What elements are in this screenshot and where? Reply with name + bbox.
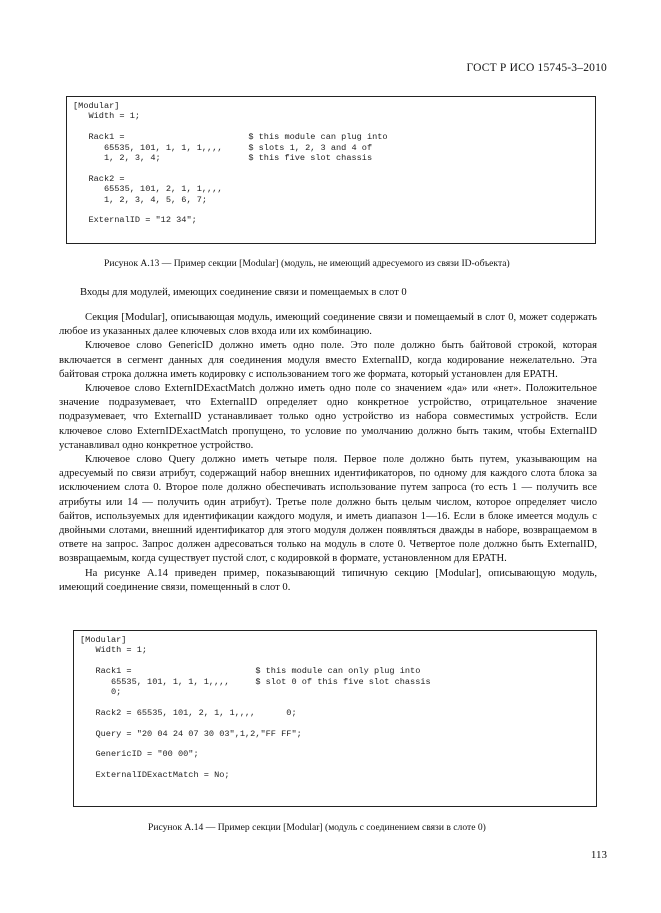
paragraph-5: На рисунке А.14 приведен пример, показывающий типичную секцию [Modular], описывающую модуль, имеющий соединение связи, помещенный в слот 0. <box>59 567 597 593</box>
page-number: 113 <box>590 849 607 861</box>
body-text <box>59 311 597 595</box>
document-header: ГОСТ Р ИСО 15745-3–2010 <box>466 62 607 74</box>
code-text-a13: [Modular] Width = 1; Rack1 = $ this module can plug into 65535, 101, 1, 1, 1,,,, $ slots 1, 2, 3 and 4 of 1, 2, 3, 4; $ this five slot chassis Rack2 = 65535, 101, 2, 1, 1,,,, 1, 2, 3, 4, 5, 6, 7; ExternalID = "12 34"; <box>73 101 388 226</box>
paragraph-2: Ключевое слово GenericID должно иметь одно поле. Это поле должно быть байтовой строкой, которая включается в сегмент данных для соединения модуля вместо ExternalID, когда кодирование нежелательно. Эта байтовая строка должна иметь кодировку с использованием того же формата, который установлен для EPATH. <box>59 340 597 380</box>
figure-caption-a13: Рисунок А.13 — Пример секции [Modular] (модуль, не имеющий адресуемого из связи ID-объекта) <box>104 258 510 269</box>
paragraph-3: Ключевое слово ExternIDExactMatch должно иметь одно поле со значением «да» или «нет». Положительное значение подразумевает, что ExternalID определяет одно конкретное устройство, отрицательное значение подразумевает, что ExternalID устанавливает только одно устройство из набора совместимых устройств. Если ключевое слово ExternIDExactMatch пропущено, то условие по умолчанию должно быть таким, чтобы ExternalID устанавливал одно конкретное устройство. <box>59 383 597 451</box>
code-listing-a14 <box>73 630 597 807</box>
paragraph-1: Секция [Modular], описывающая модуль, имеющий соединение связи и помещаемый в слот 0, может содержать любое из указанных далее ключевых слов входа или их комбинацию. <box>59 312 597 338</box>
figure-caption-a14: Рисунок А.14 — Пример секции [Modular] (модуль с соединением связи в слоте 0) <box>148 822 486 833</box>
paragraph-4: Ключевое слово Query должно иметь четыре поля. Первое поле должно быть путем, указывающим на адресуемый по связи атрибут, содержащий набор внешних идентификаторов, по одному для каждого слота блока за исключением слота 0. Второе поле должно обеспечивать использование путем запроса (то есть 1 — получить все атрибуты или 14 — получить один атрибут). Третье поле должно быть целым числом, которое определяет число байтов, используемых для идентификации каждого модуля, и иметь диапазон 1—16. Если в блоке имеется модуль с двойными слотами, внешний идентификатор для этого модуля должен появляться дважды в наборе, возвращаемом в ответе на запрос. Запрос должен адресоваться только на модуль в слоте 0. Четвертое поле должно быть ExternalID, возвращаемым, когда существует пустой слот, с кодировкой в формате, установленном для EPATH. <box>59 454 597 565</box>
code-text-a14: [Modular] Width = 1; Rack1 = $ this module can only plug into 65535, 101, 1, 1, 1,,,, $ slot 0 of this five slot chassis 0; Rack2 = 65535, 101, 2, 1, 1,,,, 0; Query = "20 04 24 07 30 03",1,2,"FF FF"; GenericID = "00 00"; ExternalIDExactMatch = No; <box>80 635 431 781</box>
code-listing-a13 <box>66 96 596 244</box>
section-title: Входы для модулей, имеющих соединение связи и помещаемых в слот 0 <box>80 287 407 298</box>
